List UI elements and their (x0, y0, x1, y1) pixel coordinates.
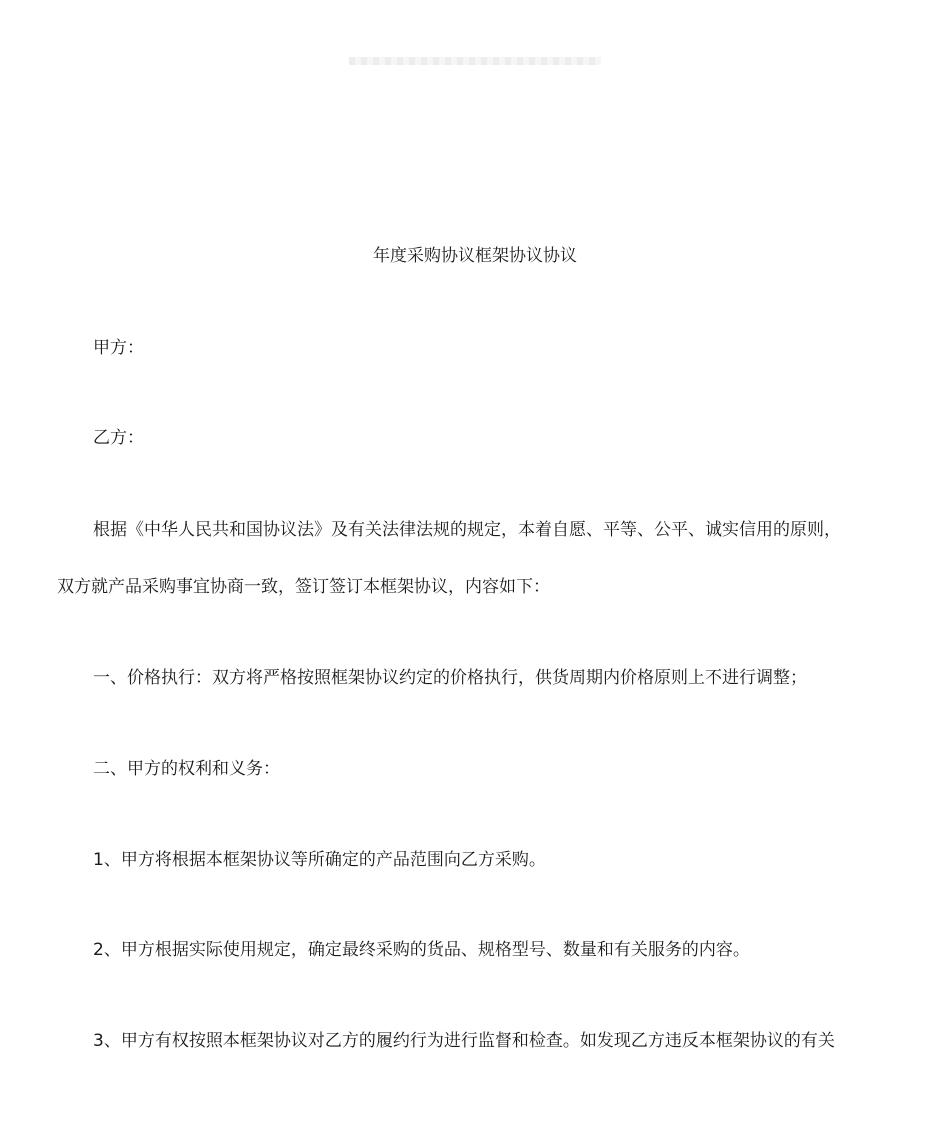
clause-item-2: 2、甲方根据实际使用规定，确定最终采购的货品、规格型号、数量和有关服务的内容。 (93, 940, 750, 960)
clause-price-execution: 一、价格执行：双方将严格按照框架协议约定的价格执行，供货周期内价格原则上不进行调整； (93, 668, 807, 688)
party-a-label: 甲方： (93, 338, 144, 358)
document-title: 年度采购协议框架协议协议 (373, 246, 577, 266)
clause-item-3: 3、甲方有权按照本框架协议对乙方的履约行为进行监督和检查。如发现乙方违反本框架协议的有关 (93, 1031, 835, 1051)
preamble-line-2: 双方就产品采购事宜协商一致，签订签订本框架协议，内容如下： (57, 577, 550, 597)
header-rule (349, 57, 601, 65)
clause-item-1: 1、甲方将根据本框架协议等所确定的产品范围向乙方采购。 (93, 850, 546, 870)
party-b-label: 乙方： (93, 428, 144, 448)
preamble-line-1: 根据《中华人民共和国协议法》及有关法律法规的规定，本着自愿、平等、公平、诚实信用的原则， (93, 520, 841, 540)
clause-party-a-rights-heading: 二、甲方的权利和义务： (93, 759, 280, 779)
